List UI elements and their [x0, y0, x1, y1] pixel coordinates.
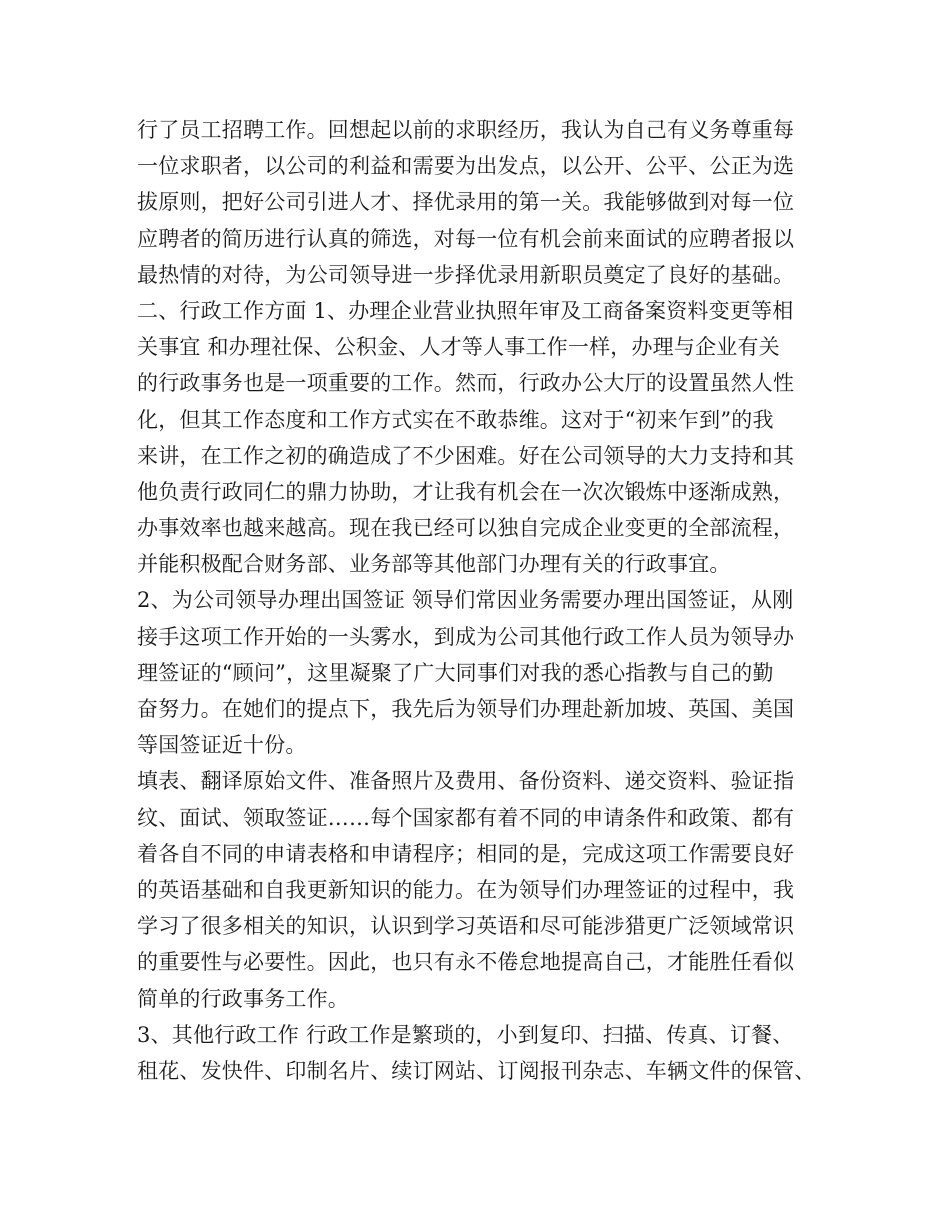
- body-text: [137, 112, 837, 1089]
- text-line: 办事效率也越来越高。现在我已经可以独自完成企业变更的全部流程，: [137, 516, 795, 541]
- text-line: 一位求职者，以公司的利益和需要为出发点，以公开、公平、公正为选: [137, 154, 795, 179]
- text-line: 行了员工招聘工作。回想起以前的求职经历，我认为自己有义务尊重每: [137, 118, 795, 142]
- text-line: 最热情的对待，为公司领导进一步择优录用新职员奠定了良好的基础。: [137, 262, 795, 287]
- text-line: 的重要性与必要性。因此，也只有永不倦怠地提高自己，才能胜任看似: [137, 950, 795, 975]
- text-line: 纹、面试、领取签证……每个国家都有着不同的申请条件和政策、都有: [137, 805, 795, 830]
- text-line: 3、其他行政工作 行政工作是繁琐的，小到复印、扫描、传真、订餐、: [137, 1022, 794, 1047]
- text-line: 着各自不同的申请表格和申请程序；相同的是，完成这项工作需要良好: [137, 841, 795, 866]
- text-line: 拔原则，把好公司引进人才、择优录用的第一关。我能够做到对每一位: [137, 190, 795, 215]
- text-line: 来讲，在工作之初的确造成了不少困难。好在公司领导的大力支持和其: [137, 443, 795, 468]
- text-line: 租花、发快件、印制名片、续订网站、订阅报刊杂志、车辆文件的保管、: [137, 1058, 816, 1083]
- text-line: 的英语基础和自我更新知识的能力。在为领导们办理签证的过程中，我: [137, 877, 795, 902]
- text-line: 简单的行政事务工作。: [137, 986, 349, 1011]
- text-line: 等国签证近十份。: [137, 733, 307, 758]
- text-line: 的行政事务也是一项重要的工作。然而，行政办公大厅的设置虽然人性: [137, 371, 795, 396]
- text-line: 接手这项工作开始的一头雾水，到成为公司其他行政工作人员为领导办: [137, 624, 795, 649]
- text-line: 理签证的“顾问”，这里凝聚了广大同事们对我的悉心指教与自己的勤: [137, 660, 774, 685]
- text-line: 化，但其工作态度和工作方式实在不敢恭维。这对于“初来乍到”的我: [137, 407, 774, 432]
- text-line: 2、为公司领导办理出国签证 领导们常因业务需要办理出国签证，从刚: [137, 588, 794, 613]
- text-line: 二、行政工作方面 1、办理企业营业执照年审及工商备案资料变更等相: [137, 298, 794, 323]
- text-line: 学习了很多相关的知识，认识到学习英语和尽可能涉猎更广泛领域常识: [137, 914, 795, 939]
- text-line: 他负责行政同仁的鼎力协助，才让我有机会在一次次锻炼中逐渐成熟，: [137, 479, 795, 504]
- text-line: 并能积极配合财务部、业务部等其他部门办理有关的行政事宜。: [137, 552, 731, 577]
- text-line: 奋努力。在她们的提点下，我先后为领导们办理赴新加坡、英国、美国: [137, 697, 795, 721]
- text-line: 关事宜 和办理社保、公积金、人才等人事工作一样，办理与企业有关: [137, 335, 780, 360]
- text-line: 填表、翻译原始文件、准备照片及费用、备份资料、递交资料、验证指: [137, 769, 795, 794]
- text-line: 应聘者的简历进行认真的筛选，对每一位有机会前来面试的应聘者报以: [137, 226, 795, 251]
